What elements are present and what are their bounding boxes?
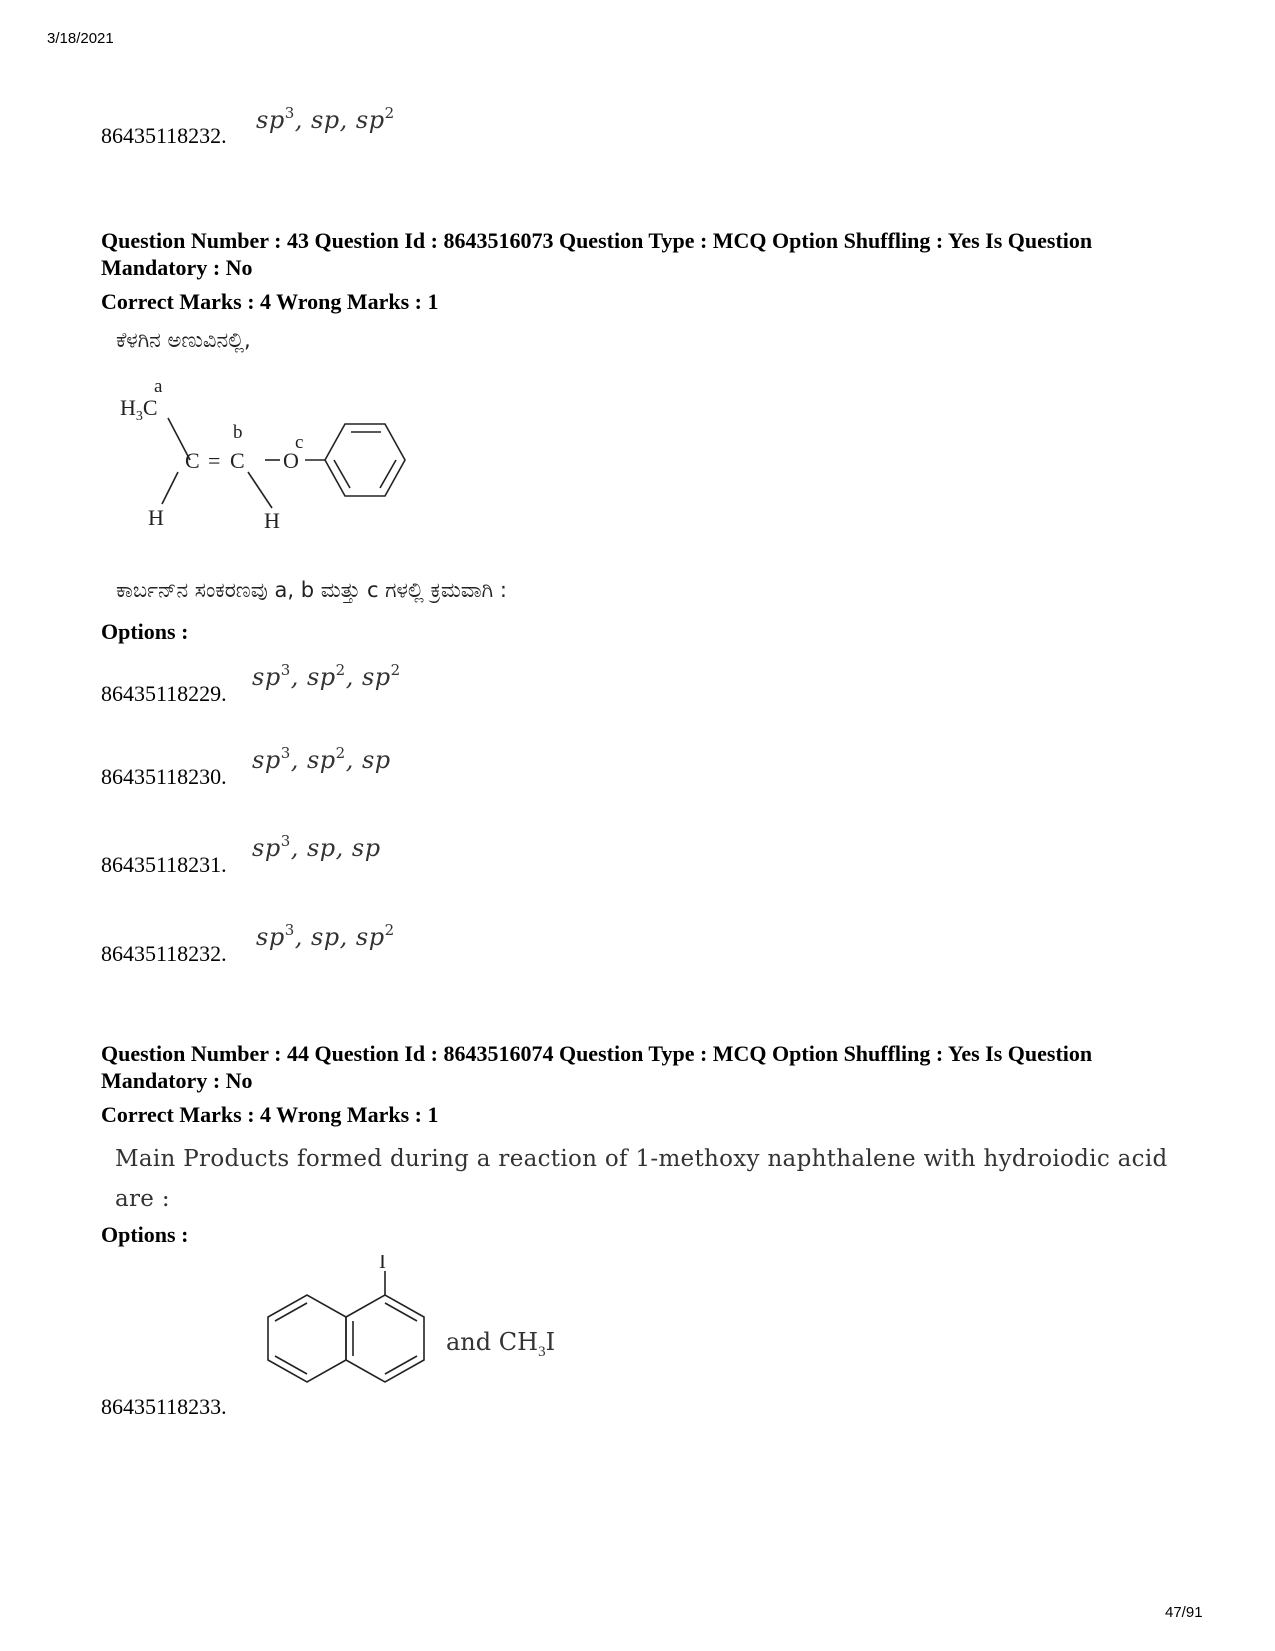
- options-label: Options :: [101, 619, 189, 644]
- print-date: 3/18/2021: [47, 30, 114, 47]
- carbon-2: C: [230, 448, 245, 473]
- h3c-label: $H_3C$: [120, 395, 158, 424]
- iodonaphthalene-structure: [260, 1255, 600, 1425]
- double-bond: [380, 460, 396, 488]
- question-text: Main Products formed during a reaction of 1-methoxy naphthalene with hydroiodic acid are :: [115, 1146, 1168, 1212]
- double-bond-sign: =: [208, 448, 221, 473]
- option-id: 86435118231.: [101, 852, 227, 877]
- question-header: Question Number : 43 Question Id : 8643516073 Question Type : MCQ Option Shuffling : Yes Is Question Mandatory : No: [101, 228, 1093, 280]
- and-ch3i-label: and $CH_3I$: [446, 1328, 556, 1360]
- hydrogen-2: H: [264, 508, 280, 533]
- label-a: a: [154, 380, 163, 397]
- iodine-label: I: [379, 1255, 386, 1273]
- carbon-1: C: [185, 448, 200, 473]
- naphthalene-left-ring: [268, 1295, 346, 1382]
- bond-line: [248, 472, 272, 508]
- question-header: Question Number : 44 Question Id : 8643516074 Question Type : MCQ Option Shuffling : Yes Is Question Mandatory : No: [101, 1041, 1093, 1093]
- double-bond: [385, 1356, 417, 1374]
- question-prompt: ಕೆಳಗಿನ ಅಣುವಿನಲ್ಲಿ,: [116, 328, 251, 352]
- bond-line: [162, 472, 178, 504]
- benzene-ring: [325, 424, 405, 496]
- option-text: $sp^3$, sp, $sp^2$: [256, 104, 395, 134]
- option-id: 86435118232.: [101, 941, 227, 966]
- question-marks: Correct Marks : 4 Wrong Marks : 1: [101, 1102, 439, 1127]
- label-b: b: [233, 422, 243, 443]
- option-id: 86435118230.: [101, 764, 227, 789]
- option-text: $sp^3$, $sp^2$, sp: [252, 744, 391, 774]
- option-id: 86435118229.: [101, 681, 227, 706]
- question-marks: Correct Marks : 4 Wrong Marks : 1: [101, 289, 439, 314]
- label-c: c: [295, 432, 304, 453]
- molecule-structure: [110, 380, 430, 560]
- oxygen: O: [283, 448, 299, 473]
- double-bond: [334, 460, 350, 488]
- double-bond: [275, 1303, 307, 1321]
- option-text: $sp^3$, $sp^2$, $sp^2$: [252, 661, 401, 691]
- naphthalene-right-ring: [346, 1295, 424, 1382]
- double-bond: [275, 1356, 307, 1374]
- option-text: $sp^3$, sp, sp: [252, 832, 381, 862]
- hydrogen-1: H: [148, 505, 164, 530]
- question-text: ಕಾರ್ಬನ್‌ನ ಸಂಕರಣವು a, b ಮತ್ತು c ಗಳಲ್ಲಿ ಕ್ರಮವಾಗಿ :: [116, 578, 507, 602]
- option-text: $sp^3$, sp, $sp^2$: [256, 921, 395, 951]
- page-number: 47/91: [1165, 1604, 1203, 1621]
- option-id: 86435118232.: [101, 123, 227, 148]
- option-id: 86435118233.: [101, 1394, 227, 1419]
- options-label: Options :: [101, 1222, 189, 1247]
- double-bond: [385, 1303, 417, 1321]
